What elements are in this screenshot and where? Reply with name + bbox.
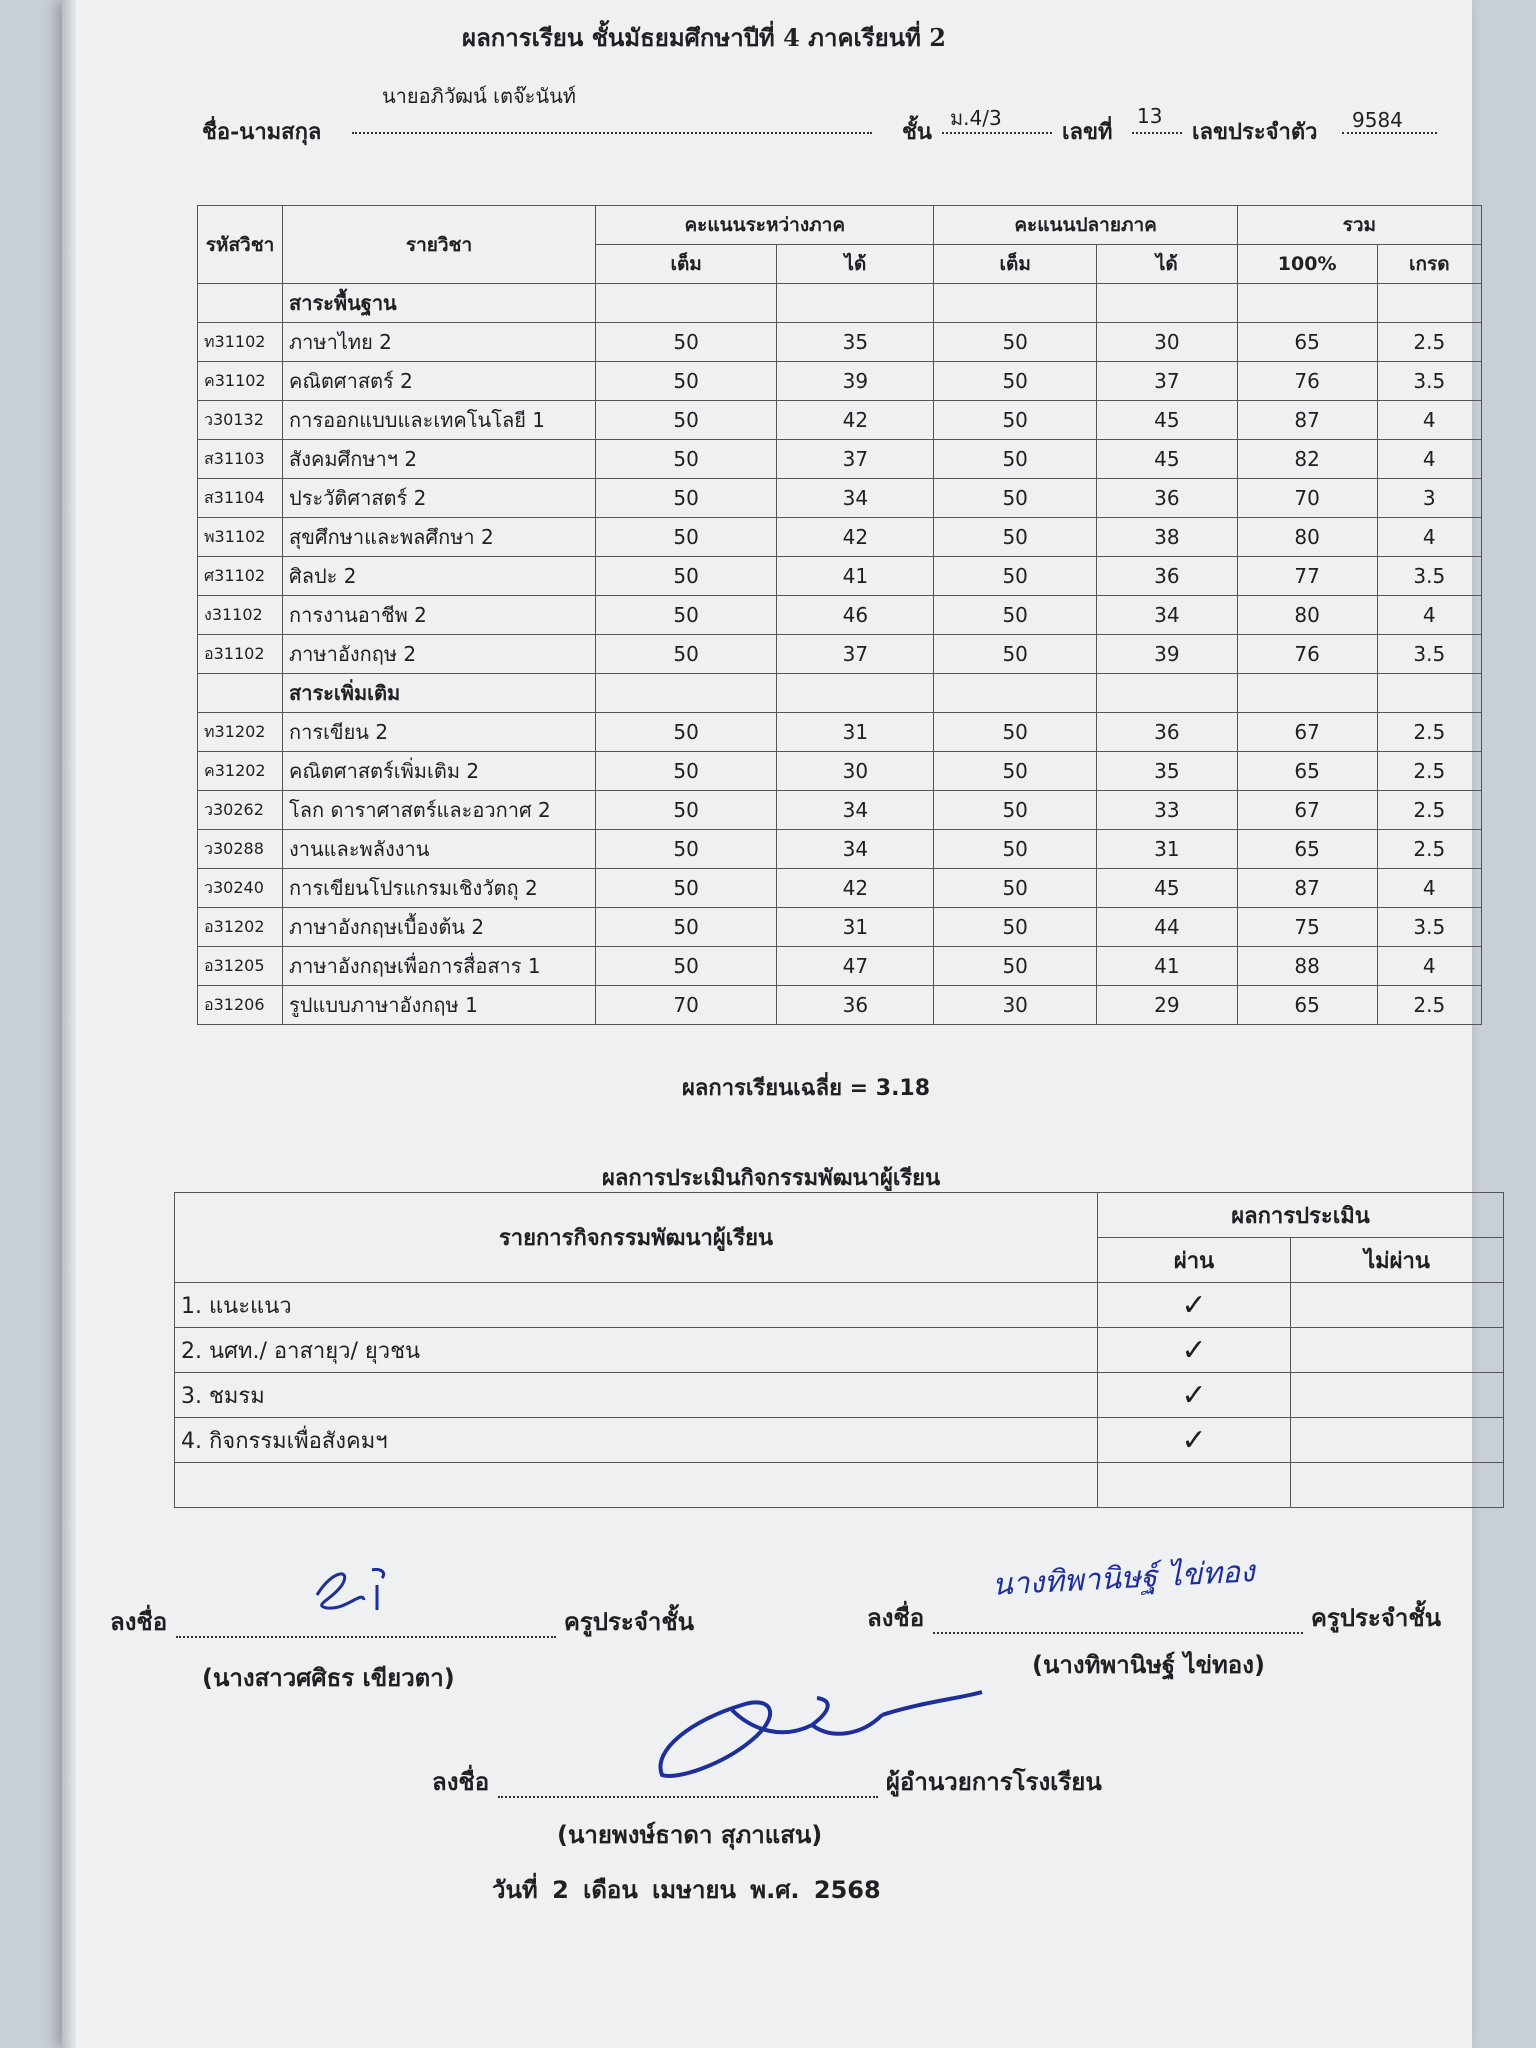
- section-empty-cell: [1096, 674, 1237, 713]
- midterm-full: 50: [596, 596, 777, 635]
- activities-body: [175, 1283, 1504, 1508]
- final-score: 45: [1096, 869, 1237, 908]
- section-empty-cell: [596, 674, 777, 713]
- section-empty-cell: [1096, 284, 1237, 323]
- report-title: ผลการเรียน ชั้นมัธยมศึกษาปีที่ 4 ภาคเรียนที่ 2: [462, 23, 946, 52]
- subject-code: พ31102: [198, 518, 283, 557]
- section-empty-cell: [934, 674, 1096, 713]
- midterm-score: 36: [777, 986, 934, 1025]
- activity-fail-check: [1291, 1463, 1504, 1508]
- table-row: [198, 362, 1482, 401]
- final-score: 36: [1096, 713, 1237, 752]
- table-row: [198, 635, 1482, 674]
- section-empty-cell: [777, 674, 934, 713]
- section-empty-cell: [1237, 284, 1377, 323]
- subject-code: อ31202: [198, 908, 283, 947]
- section-name: สาระพื้นฐาน: [283, 284, 596, 323]
- header-total: รวม: [1237, 206, 1481, 245]
- grade: 4: [1377, 518, 1481, 557]
- midterm-score: 47: [777, 947, 934, 986]
- date-year: 2568: [813, 1876, 881, 1904]
- midterm-full: 50: [596, 323, 777, 362]
- number-value: 13: [1137, 104, 1163, 128]
- midterm-full: 50: [596, 869, 777, 908]
- subject-name: ภาษาอังกฤษเบื้องต้น 2: [283, 908, 596, 947]
- final-score: 38: [1096, 518, 1237, 557]
- section-empty-cell: [1237, 674, 1377, 713]
- subject-code: ว30262: [198, 791, 283, 830]
- midterm-score: 34: [777, 479, 934, 518]
- section-code-empty: [198, 674, 283, 713]
- header-midterm: คะแนนระหว่างภาค: [596, 206, 934, 245]
- midterm-score: 31: [777, 713, 934, 752]
- total-percent: 65: [1237, 830, 1377, 869]
- grade: 2.5: [1377, 752, 1481, 791]
- subject-code: ส31104: [198, 479, 283, 518]
- midterm-score: 35: [777, 323, 934, 362]
- final-full: 30: [934, 986, 1096, 1025]
- teacher2-signature-line: [867, 1598, 1441, 1637]
- director-role: ผู้อำนวยการโรงเรียน: [885, 1768, 1102, 1796]
- final-full: 50: [934, 791, 1096, 830]
- class-value: ม.4/3: [950, 106, 1002, 130]
- header-grade: เกรด: [1377, 245, 1481, 284]
- midterm-score: 34: [777, 830, 934, 869]
- teacher1-sign-label: ลงชื่อ: [110, 1608, 168, 1636]
- table-row: [198, 440, 1482, 479]
- student-info: [202, 78, 1452, 150]
- number-label: เลขที่: [1062, 119, 1113, 145]
- date-month-label: เดือน: [583, 1876, 638, 1904]
- final-full: 50: [934, 830, 1096, 869]
- final-full: 50: [934, 362, 1096, 401]
- section-empty-cell: [1377, 674, 1481, 713]
- activity-fail-check: [1291, 1418, 1504, 1463]
- grade: 3.5: [1377, 362, 1481, 401]
- section-row: [198, 284, 1482, 323]
- total-percent: 65: [1237, 752, 1377, 791]
- final-score: 29: [1096, 986, 1237, 1025]
- table-row: [198, 869, 1482, 908]
- table-row: [198, 947, 1482, 986]
- final-score: 37: [1096, 362, 1237, 401]
- final-score: 36: [1096, 479, 1237, 518]
- activity-item: 3. ชมรม: [175, 1373, 1098, 1418]
- total-percent: 77: [1237, 557, 1377, 596]
- final-full: 50: [934, 479, 1096, 518]
- grade: 2.5: [1377, 791, 1481, 830]
- director-signature-line: [432, 1762, 1102, 1801]
- midterm-full: 50: [596, 440, 777, 479]
- subject-code: ค31202: [198, 752, 283, 791]
- final-full: 50: [934, 440, 1096, 479]
- header-fin-got: ได้: [1096, 245, 1237, 284]
- subject-name: ภาษาอังกฤษ 2: [283, 635, 596, 674]
- grade: 3.5: [1377, 908, 1481, 947]
- date-day-label: วันที่: [492, 1876, 538, 1904]
- midterm-full: 50: [596, 791, 777, 830]
- section-empty-cell: [777, 284, 934, 323]
- total-percent: 87: [1237, 401, 1377, 440]
- table-row: [198, 986, 1482, 1025]
- midterm-score: 34: [777, 791, 934, 830]
- section-empty-cell: [596, 284, 777, 323]
- midterm-full: 50: [596, 947, 777, 986]
- total-percent: 87: [1237, 869, 1377, 908]
- final-score: 34: [1096, 596, 1237, 635]
- subject-name: รูปแบบภาษาอังกฤษ 1: [283, 986, 596, 1025]
- table-row: [198, 596, 1482, 635]
- class-label: ชั้น: [902, 119, 932, 145]
- midterm-full: 50: [596, 401, 777, 440]
- table-row: [198, 323, 1482, 362]
- activity-item: 2. นศท./ อาสายุว/ ยุวชน: [175, 1328, 1098, 1373]
- final-score: 31: [1096, 830, 1237, 869]
- activity-row: [175, 1463, 1504, 1508]
- total-percent: 65: [1237, 323, 1377, 362]
- teacher1-name: (นางสาวศศิธร เขียวตา): [202, 1664, 455, 1692]
- subject-code: ว30288: [198, 830, 283, 869]
- subject-name: งานและพลังงาน: [283, 830, 596, 869]
- final-score: 45: [1096, 440, 1237, 479]
- teacher2-role: ครูประจำชั้น: [1310, 1604, 1442, 1632]
- name-label: ชื่อ-นามสกุล: [202, 119, 322, 145]
- total-percent: 65: [1237, 986, 1377, 1025]
- section-empty-cell: [1377, 284, 1481, 323]
- section-name: สาระเพิ่มเติม: [283, 674, 596, 713]
- subject-name: ศิลปะ 2: [283, 557, 596, 596]
- id-dots: [1342, 132, 1437, 134]
- activity-pass-check: ✓: [1098, 1418, 1291, 1463]
- number-dots: [1132, 132, 1182, 134]
- activities-title: ผลการประเมินกิจกรรมพัฒนาผู้เรียน: [602, 1166, 941, 1191]
- final-score: 35: [1096, 752, 1237, 791]
- table-row: [198, 752, 1482, 791]
- name-dots: [352, 132, 872, 134]
- final-full: 50: [934, 518, 1096, 557]
- teacher2-sign-label: ลงชื่อ: [867, 1604, 925, 1632]
- subject-code: อ31206: [198, 986, 283, 1025]
- final-full: 50: [934, 557, 1096, 596]
- total-percent: 80: [1237, 518, 1377, 557]
- subject-code: ว30240: [198, 869, 283, 908]
- date-year-label: พ.ศ.: [750, 1876, 800, 1904]
- table-row: [198, 479, 1482, 518]
- final-full: 50: [934, 752, 1096, 791]
- total-percent: 76: [1237, 362, 1377, 401]
- subject-code: ส31103: [198, 440, 283, 479]
- activities-table: [174, 1192, 1504, 1508]
- subject-code: ท31202: [198, 713, 283, 752]
- midterm-full: 50: [596, 830, 777, 869]
- subject-code: ศ31102: [198, 557, 283, 596]
- grade: 2.5: [1377, 986, 1481, 1025]
- total-percent: 82: [1237, 440, 1377, 479]
- final-score: 45: [1096, 401, 1237, 440]
- activities-header-pass: ผ่าน: [1098, 1238, 1291, 1283]
- teacher2-handwritten-signature: นางทิพานิษฐ์ ไข่ทอง: [991, 1554, 1256, 1603]
- grade: 2.5: [1377, 713, 1481, 752]
- midterm-score: 37: [777, 635, 934, 674]
- table-row: [198, 557, 1482, 596]
- subject-code: ค31102: [198, 362, 283, 401]
- grades-table: [197, 205, 1482, 1025]
- final-score: 36: [1096, 557, 1237, 596]
- activities-header-fail: ไม่ผ่าน: [1291, 1238, 1504, 1283]
- grade: 4: [1377, 401, 1481, 440]
- midterm-full: 50: [596, 635, 777, 674]
- total-percent: 70: [1237, 479, 1377, 518]
- date-month: เมษายน: [652, 1876, 736, 1904]
- activity-item: 4. กิจกรรมเพื่อสังคมฯ: [175, 1418, 1098, 1463]
- midterm-full: 50: [596, 713, 777, 752]
- subject-name: ภาษาอังกฤษเพื่อการสื่อสาร 1: [283, 947, 596, 986]
- final-score: 39: [1096, 635, 1237, 674]
- midterm-full: 50: [596, 362, 777, 401]
- subject-code: ว30132: [198, 401, 283, 440]
- midterm-full: 50: [596, 518, 777, 557]
- subject-name: การงานอาชีพ 2: [283, 596, 596, 635]
- activities-header-item: รายการกิจกรรมพัฒนาผู้เรียน: [175, 1193, 1098, 1283]
- subject-name: โลก ดาราศาสตร์และอวกาศ 2: [283, 791, 596, 830]
- total-percent: 80: [1237, 596, 1377, 635]
- final-full: 50: [934, 947, 1096, 986]
- header-fin-full: เต็ม: [934, 245, 1096, 284]
- final-score: 33: [1096, 791, 1237, 830]
- grade: 2.5: [1377, 830, 1481, 869]
- final-score: 30: [1096, 323, 1237, 362]
- issue-date: [492, 1870, 881, 1909]
- subject-code: อ31205: [198, 947, 283, 986]
- gpa-text: ผลการเรียนเฉลี่ย = 3.18: [682, 1076, 931, 1101]
- final-full: 50: [934, 713, 1096, 752]
- midterm-full: 70: [596, 986, 777, 1025]
- section-empty-cell: [934, 284, 1096, 323]
- midterm-score: 30: [777, 752, 934, 791]
- table-row: [198, 518, 1482, 557]
- table-row: [198, 908, 1482, 947]
- grade: 4: [1377, 947, 1481, 986]
- final-score: 44: [1096, 908, 1237, 947]
- midterm-full: 50: [596, 752, 777, 791]
- activity-fail-check: [1291, 1373, 1504, 1418]
- final-full: 50: [934, 908, 1096, 947]
- final-full: 50: [934, 596, 1096, 635]
- grade: 2.5: [1377, 323, 1481, 362]
- subject-name: คณิตศาสตร์ 2: [283, 362, 596, 401]
- midterm-full: 50: [596, 479, 777, 518]
- midterm-full: 50: [596, 908, 777, 947]
- midterm-score: 42: [777, 869, 934, 908]
- teacher2-sign-dots: [933, 1604, 1303, 1634]
- activity-pass-check: ✓: [1098, 1373, 1291, 1418]
- midterm-score: 39: [777, 362, 934, 401]
- midterm-score: 41: [777, 557, 934, 596]
- activity-fail-check: [1291, 1283, 1504, 1328]
- subject-name: การออกแบบและเทคโนโลยี 1: [283, 401, 596, 440]
- id-label: เลขประจำตัว: [1192, 119, 1318, 145]
- director-sign-dots: [498, 1768, 878, 1798]
- table-row: [198, 830, 1482, 869]
- header-code: รหัสวิชา: [198, 206, 283, 284]
- activity-pass-check: [1098, 1463, 1291, 1508]
- grade: 3.5: [1377, 557, 1481, 596]
- subject-code: ท31102: [198, 323, 283, 362]
- subject-name: สุขศึกษาและพลศึกษา 2: [283, 518, 596, 557]
- midterm-full: 50: [596, 557, 777, 596]
- subject-name: ภาษาไทย 2: [283, 323, 596, 362]
- subject-name: การเขียนโปรแกรมเชิงวัตถุ 2: [283, 869, 596, 908]
- header-final: คะแนนปลายภาค: [934, 206, 1237, 245]
- midterm-score: 37: [777, 440, 934, 479]
- final-full: 50: [934, 323, 1096, 362]
- director-sign-label: ลงชื่อ: [432, 1768, 490, 1796]
- total-percent: 75: [1237, 908, 1377, 947]
- activity-pass-check: ✓: [1098, 1328, 1291, 1373]
- subject-name: คณิตศาสตร์เพิ่มเติม 2: [283, 752, 596, 791]
- total-percent: 67: [1237, 713, 1377, 752]
- activity-row: [175, 1283, 1504, 1328]
- header-subject: รายวิชา: [283, 206, 596, 284]
- grade: 4: [1377, 869, 1481, 908]
- midterm-score: 42: [777, 518, 934, 557]
- subject-name: การเขียน 2: [283, 713, 596, 752]
- activity-row: [175, 1373, 1504, 1418]
- header-mid-full: เต็ม: [596, 245, 777, 284]
- final-score: 41: [1096, 947, 1237, 986]
- total-percent: 67: [1237, 791, 1377, 830]
- final-full: 50: [934, 401, 1096, 440]
- grade: 4: [1377, 596, 1481, 635]
- director-name: (นายพงษ์ธาดา สุภาแสน): [557, 1821, 823, 1849]
- activity-item: 1. แนะแนว: [175, 1283, 1098, 1328]
- final-full: 50: [934, 635, 1096, 674]
- teacher2-name: (นางทิพานิษฐ์ ไข่ทอง): [1032, 1651, 1265, 1679]
- header-mid-got: ได้: [777, 245, 934, 284]
- subject-code: ง31102: [198, 596, 283, 635]
- midterm-score: 46: [777, 596, 934, 635]
- header-percent: 100%: [1237, 245, 1377, 284]
- table-row: [198, 713, 1482, 752]
- activity-row: [175, 1418, 1504, 1463]
- section-code-empty: [198, 284, 283, 323]
- grade: 4: [1377, 440, 1481, 479]
- midterm-score: 42: [777, 401, 934, 440]
- table-row: [198, 791, 1482, 830]
- id-value: 9584: [1352, 108, 1403, 132]
- subject-code: อ31102: [198, 635, 283, 674]
- grade: 3: [1377, 479, 1481, 518]
- activities-header-result: ผลการประเมิน: [1098, 1193, 1504, 1238]
- date-day: 2: [552, 1876, 569, 1904]
- section-row: [198, 674, 1482, 713]
- activity-item: [175, 1463, 1098, 1508]
- total-percent: 88: [1237, 947, 1377, 986]
- grades-body: [198, 284, 1482, 1025]
- teacher1-signature-scribble: [292, 1550, 412, 1620]
- total-percent: 76: [1237, 635, 1377, 674]
- table-row: [198, 401, 1482, 440]
- activity-pass-check: ✓: [1098, 1283, 1291, 1328]
- final-full: 50: [934, 869, 1096, 908]
- teacher1-role: ครูประจำชั้น: [563, 1608, 695, 1636]
- activity-fail-check: [1291, 1328, 1504, 1373]
- subject-name: ประวัติศาสตร์ 2: [283, 479, 596, 518]
- midterm-score: 31: [777, 908, 934, 947]
- activity-row: [175, 1328, 1504, 1373]
- name-value: นายอภิวัฒน์ เตจ๊ะนันท์: [382, 84, 576, 108]
- subject-name: สังคมศึกษาฯ 2: [283, 440, 596, 479]
- grade: 3.5: [1377, 635, 1481, 674]
- report-sheet: [62, 0, 1472, 2048]
